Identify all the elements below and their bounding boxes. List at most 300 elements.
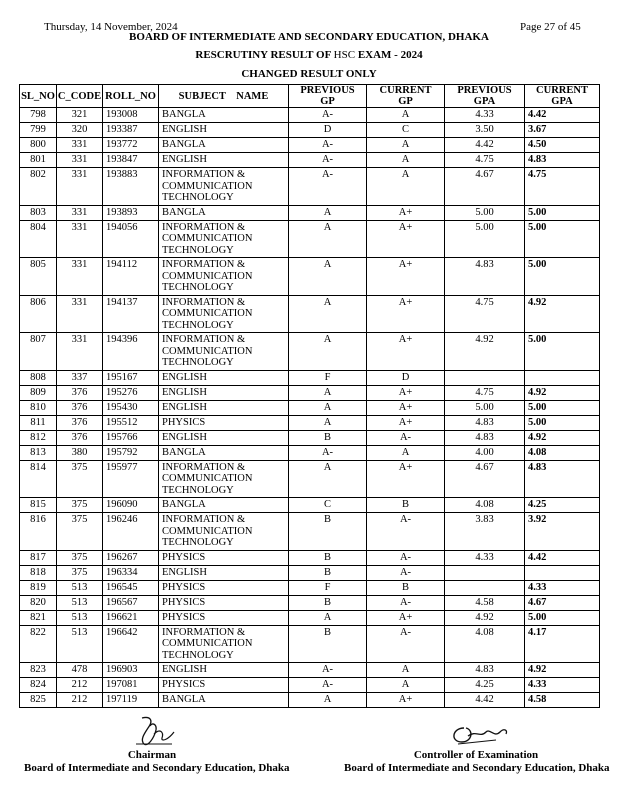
cell-sl: 805 — [20, 258, 57, 296]
cell-roll: 193008 — [103, 108, 159, 123]
cell-sl: 802 — [20, 168, 57, 206]
cell-sl: 811 — [20, 415, 57, 430]
cell-prev-gpa: 5.00 — [445, 205, 525, 220]
cell-subject — [159, 498, 289, 513]
subject-line: COMMUNICATION — [162, 180, 253, 192]
cell-roll: 195167 — [103, 370, 159, 385]
subject-line: COMMUNICATION — [162, 233, 253, 244]
cell-subject — [159, 333, 289, 371]
cell-ccode: 321 — [57, 108, 103, 123]
subject-line: BANGLA — [162, 206, 206, 218]
cell-prev-gpa — [445, 370, 525, 385]
cell-prev-gp: A — [289, 258, 367, 296]
cell-ccode: 478 — [57, 663, 103, 678]
cell-subject — [159, 370, 289, 385]
chairman-signature — [128, 714, 184, 750]
subject-line: BANGLA — [162, 139, 206, 150]
cell-ccode: 375 — [57, 565, 103, 580]
cell-sl: 800 — [20, 138, 57, 153]
subject-line: INFORMATION & — [162, 334, 246, 345]
cell-cur-gp: A — [367, 678, 445, 693]
cell-prev-gpa — [445, 580, 525, 595]
cell-prev-gp: B — [289, 565, 367, 580]
cell-subject — [159, 625, 289, 663]
cell-subject — [159, 565, 289, 580]
cell-prev-gpa: 4.25 — [445, 678, 525, 693]
controller-title: Controller of Examination — [413, 749, 539, 761]
subject-line: TECHNOLOGY — [162, 649, 234, 661]
exam-title-level: HSC — [333, 49, 356, 61]
cell-subject — [159, 610, 289, 625]
subject-line: INFORMATION & — [162, 461, 246, 473]
cell-roll: 196090 — [103, 498, 159, 513]
cell-roll: 193772 — [103, 138, 159, 153]
cell-prev-gpa: 4.33 — [445, 108, 525, 123]
cell-cur-gpa: 5.00 — [525, 415, 600, 430]
table-row — [20, 295, 600, 333]
cell-ccode: 320 — [57, 123, 103, 138]
cell-sl: 806 — [20, 295, 57, 333]
cell-prev-gpa: 4.33 — [445, 550, 525, 565]
subject-line: COMMUNICATION — [162, 308, 253, 319]
cell-prev-gpa: 4.92 — [445, 333, 525, 371]
cell-prev-gpa: 3.83 — [445, 513, 525, 551]
table-row — [20, 678, 600, 693]
cell-prev-gp: A — [289, 610, 367, 625]
subject-line: INFORMATION & — [162, 514, 246, 525]
table-row — [20, 513, 600, 551]
subject-line: TECHNOLOGY — [162, 484, 234, 496]
cell-cur-gpa: 4.33 — [525, 580, 600, 595]
cell-sl: 825 — [20, 693, 57, 708]
subject-line: ENGLISH — [162, 371, 207, 383]
subject-line: ENGLISH — [162, 154, 207, 165]
col-header-cur-gpa-line2: GPA — [551, 96, 573, 107]
cell-cur-gpa: 4.08 — [525, 445, 600, 460]
subject-line: TECHNOLOGY — [162, 537, 234, 548]
col-header-cur-gp — [367, 85, 445, 108]
chairman-organization: Board of Intermediate and Secondary Education, Dhaka — [24, 762, 290, 774]
cell-cur-gpa: 4.92 — [525, 295, 600, 333]
cell-cur-gpa: 4.42 — [525, 550, 600, 565]
table-row — [20, 580, 600, 595]
table-row — [20, 430, 600, 445]
cell-prev-gp: A- — [289, 168, 367, 206]
cell-prev-gpa: 4.42 — [445, 138, 525, 153]
subject-line: PHYSICS — [162, 596, 206, 608]
cell-roll: 193893 — [103, 205, 159, 220]
table-row — [20, 693, 600, 708]
cell-prev-gp: A — [289, 220, 367, 258]
cell-roll: 195977 — [103, 460, 159, 498]
cell-ccode: 380 — [57, 445, 103, 460]
exam-title-prefix: RESCRUTINY RESULT OF — [195, 49, 334, 61]
chairman-title: Chairman — [127, 749, 177, 761]
cell-roll: 197119 — [103, 693, 159, 708]
cell-prev-gpa: 4.00 — [445, 445, 525, 460]
cell-ccode: 331 — [57, 295, 103, 333]
cell-prev-gpa — [445, 565, 525, 580]
cell-sl: 799 — [20, 123, 57, 138]
cell-ccode: 513 — [57, 610, 103, 625]
cell-cur-gp: A- — [367, 430, 445, 445]
cell-sl: 808 — [20, 370, 57, 385]
cell-roll: 195276 — [103, 385, 159, 400]
cell-cur-gpa: 5.00 — [525, 400, 600, 415]
table-row — [20, 205, 600, 220]
cell-ccode: 513 — [57, 580, 103, 595]
cell-roll: 193847 — [103, 153, 159, 168]
cell-sl: 812 — [20, 430, 57, 445]
cell-cur-gp: A — [367, 168, 445, 206]
table-row — [20, 498, 600, 513]
exam-title — [0, 49, 618, 61]
cell-prev-gp: C — [289, 498, 367, 513]
table-row — [20, 258, 600, 296]
table-row — [20, 370, 600, 385]
table-row — [20, 168, 600, 206]
cell-prev-gp: A — [289, 415, 367, 430]
cell-subject — [159, 168, 289, 206]
cell-cur-gpa: 4.67 — [525, 595, 600, 610]
cell-ccode: 212 — [57, 678, 103, 693]
cell-prev-gp: A — [289, 693, 367, 708]
cell-cur-gp: A — [367, 153, 445, 168]
cell-roll: 195512 — [103, 415, 159, 430]
subject-line: PHYSICS — [162, 611, 206, 623]
col-header-ccode: C_CODE — [57, 85, 103, 108]
cell-subject — [159, 108, 289, 123]
subject-line: ENGLISH — [162, 566, 207, 578]
cell-cur-gpa: 5.00 — [525, 220, 600, 258]
subject-line: BANGLA — [162, 499, 206, 510]
cell-prev-gpa: 5.00 — [445, 220, 525, 258]
cell-prev-gpa: 4.83 — [445, 415, 525, 430]
cell-subject — [159, 595, 289, 610]
table-row — [20, 550, 600, 565]
cell-ccode: 212 — [57, 693, 103, 708]
cell-cur-gpa: 5.00 — [525, 258, 600, 296]
cell-prev-gp: B — [289, 625, 367, 663]
cell-subject — [159, 400, 289, 415]
cell-sl: 823 — [20, 663, 57, 678]
cell-prev-gpa: 4.42 — [445, 693, 525, 708]
cell-cur-gpa: 4.58 — [525, 693, 600, 708]
cell-subject — [159, 663, 289, 678]
cell-ccode: 331 — [57, 220, 103, 258]
col-header-cur-gp-line2: GP — [398, 96, 413, 107]
cell-sl: 822 — [20, 625, 57, 663]
cell-roll: 195766 — [103, 430, 159, 445]
cell-subject — [159, 220, 289, 258]
cell-cur-gpa: 3.67 — [525, 123, 600, 138]
cell-ccode: 513 — [57, 595, 103, 610]
cell-roll: 194396 — [103, 333, 159, 371]
col-header-cur-gpa — [525, 85, 600, 108]
cell-ccode: 331 — [57, 205, 103, 220]
table-row — [20, 610, 600, 625]
cell-subject — [159, 415, 289, 430]
cell-prev-gp: F — [289, 370, 367, 385]
cell-subject — [159, 550, 289, 565]
cell-prev-gp: B — [289, 595, 367, 610]
cell-sl: 814 — [20, 460, 57, 498]
col-header-roll: ROLL_NO — [103, 85, 159, 108]
cell-cur-gp: A- — [367, 513, 445, 551]
cell-sl: 821 — [20, 610, 57, 625]
cell-prev-gp: A — [289, 400, 367, 415]
subject-line: BANGLA — [162, 446, 206, 458]
subject-line: COMMUNICATION — [162, 525, 253, 537]
subject-line: TECHNOLOGY — [162, 192, 234, 203]
cell-prev-gp: F — [289, 580, 367, 595]
cell-prev-gp: B — [289, 513, 367, 551]
cell-cur-gp: A — [367, 108, 445, 123]
subject-line: PHYSICS — [162, 679, 206, 690]
col-header-subject-text: SUBJECT NAME — [178, 90, 269, 102]
cell-roll: 197081 — [103, 678, 159, 693]
cell-sl: 815 — [20, 498, 57, 513]
subject-line: COMMUNICATION — [162, 345, 253, 357]
result-table — [19, 84, 600, 708]
cell-subject — [159, 385, 289, 400]
cell-ccode: 376 — [57, 430, 103, 445]
cell-cur-gp: A+ — [367, 258, 445, 296]
cell-ccode: 375 — [57, 513, 103, 551]
cell-cur-gpa: 4.92 — [525, 430, 600, 445]
cell-sl: 804 — [20, 220, 57, 258]
cell-roll: 195430 — [103, 400, 159, 415]
col-header-sl: SL_NO — [20, 85, 57, 108]
subject-line: ENGLISH — [162, 401, 207, 413]
cell-roll: 193883 — [103, 168, 159, 206]
exam-title-suffix: EXAM - 2024 — [355, 49, 423, 61]
cell-roll: 196642 — [103, 625, 159, 663]
cell-cur-gp: A+ — [367, 400, 445, 415]
subject-line: PHYSICS — [162, 416, 206, 428]
subject-line: PHYSICS — [162, 551, 206, 563]
cell-sl: 813 — [20, 445, 57, 460]
cell-sl: 817 — [20, 550, 57, 565]
subject-line: COMMUNICATION — [162, 473, 253, 484]
cell-roll: 194112 — [103, 258, 159, 296]
subject-line: TECHNOLOGY — [162, 319, 234, 331]
cell-sl: 803 — [20, 205, 57, 220]
cell-cur-gp: A- — [367, 550, 445, 565]
col-header-prev-gpa — [445, 85, 525, 108]
table-row — [20, 595, 600, 610]
cell-sl: 810 — [20, 400, 57, 415]
cell-prev-gpa: 3.50 — [445, 123, 525, 138]
cell-prev-gpa: 4.83 — [445, 430, 525, 445]
cell-roll: 194056 — [103, 220, 159, 258]
cell-sl: 807 — [20, 333, 57, 371]
subject-line: ENGLISH — [162, 124, 207, 135]
controller-organization: Board of Intermediate and Secondary Education, Dhaka — [344, 762, 610, 774]
report-subtitle: CHANGED RESULT ONLY — [241, 68, 377, 80]
cell-roll: 196267 — [103, 550, 159, 565]
cell-sl: 820 — [20, 595, 57, 610]
cell-cur-gp: A+ — [367, 385, 445, 400]
cell-cur-gp: A+ — [367, 220, 445, 258]
cell-prev-gpa: 4.83 — [445, 663, 525, 678]
table-row — [20, 385, 600, 400]
cell-roll: 193387 — [103, 123, 159, 138]
table-row — [20, 565, 600, 580]
cell-roll: 195792 — [103, 445, 159, 460]
cell-ccode: 331 — [57, 258, 103, 296]
cell-ccode: 337 — [57, 370, 103, 385]
cell-cur-gpa: 4.33 — [525, 678, 600, 693]
cell-cur-gpa: 5.00 — [525, 333, 600, 371]
cell-prev-gpa: 4.75 — [445, 153, 525, 168]
cell-cur-gp: A+ — [367, 415, 445, 430]
table-row — [20, 138, 600, 153]
cell-cur-gp: A+ — [367, 205, 445, 220]
cell-ccode: 331 — [57, 138, 103, 153]
cell-prev-gpa: 4.92 — [445, 610, 525, 625]
cell-cur-gpa: 4.83 — [525, 460, 600, 498]
cell-cur-gp: D — [367, 370, 445, 385]
cell-ccode: 376 — [57, 400, 103, 415]
col-header-prev-gp-line2: GP — [320, 96, 335, 107]
cell-cur-gpa: 5.00 — [525, 610, 600, 625]
cell-ccode: 375 — [57, 460, 103, 498]
cell-cur-gp: A+ — [367, 333, 445, 371]
subject-line: INFORMATION & — [162, 221, 246, 233]
cell-cur-gpa: 4.75 — [525, 168, 600, 206]
table-row — [20, 460, 600, 498]
cell-subject — [159, 295, 289, 333]
cell-subject — [159, 205, 289, 220]
col-header-prev-gp-line1: PREVIOUS — [300, 85, 355, 96]
cell-roll: 196567 — [103, 595, 159, 610]
cell-sl: 816 — [20, 513, 57, 551]
cell-prev-gp: A- — [289, 138, 367, 153]
col-header-cur-gpa-line1: CURRENT — [536, 85, 588, 96]
cell-cur-gpa: 4.83 — [525, 153, 600, 168]
cell-prev-gp: A- — [289, 153, 367, 168]
cell-sl: 818 — [20, 565, 57, 580]
page-number: Page 27 of 45 — [520, 21, 581, 33]
cell-ccode: 331 — [57, 168, 103, 206]
cell-prev-gpa: 4.67 — [445, 460, 525, 498]
table-row — [20, 415, 600, 430]
cell-cur-gpa — [525, 565, 600, 580]
cell-prev-gp: B — [289, 550, 367, 565]
table-row — [20, 400, 600, 415]
cell-prev-gp: A- — [289, 445, 367, 460]
cell-cur-gpa: 4.25 — [525, 498, 600, 513]
subject-line: INFORMATION & — [162, 169, 246, 180]
cell-sl: 809 — [20, 385, 57, 400]
cell-prev-gp: A- — [289, 108, 367, 123]
subject-line: INFORMATION & — [162, 259, 246, 270]
subject-line: TECHNOLOGY — [162, 244, 234, 256]
cell-prev-gpa: 4.75 — [445, 295, 525, 333]
cell-prev-gp: A- — [289, 678, 367, 693]
cell-subject — [159, 123, 289, 138]
cell-cur-gp: B — [367, 498, 445, 513]
cell-ccode: 331 — [57, 333, 103, 371]
subject-line: TECHNOLOGY — [162, 282, 234, 293]
cell-prev-gp: B — [289, 430, 367, 445]
subject-line: BANGLA — [162, 109, 206, 120]
cell-cur-gp: A+ — [367, 460, 445, 498]
cell-cur-gp: A — [367, 445, 445, 460]
cell-prev-gpa: 4.08 — [445, 625, 525, 663]
table-row — [20, 108, 600, 123]
cell-cur-gp: A- — [367, 565, 445, 580]
cell-roll: 196903 — [103, 663, 159, 678]
report-date: Thursday, 14 November, 2024 — [44, 21, 178, 33]
cell-ccode: 375 — [57, 498, 103, 513]
col-header-cur-gp-line1: CURRENT — [379, 85, 432, 96]
cell-roll: 196334 — [103, 565, 159, 580]
cell-prev-gpa: 4.83 — [445, 258, 525, 296]
cell-prev-gpa: 4.08 — [445, 498, 525, 513]
subject-line: INFORMATION & — [162, 296, 246, 308]
board-title: BOARD OF INTERMEDIATE AND SECONDARY EDUCATION, DHAKA — [129, 31, 489, 43]
cell-cur-gp: A+ — [367, 295, 445, 333]
cell-cur-gp: B — [367, 580, 445, 595]
cell-prev-gpa: 4.75 — [445, 385, 525, 400]
subject-line: ENGLISH — [162, 431, 207, 443]
cell-cur-gp: A — [367, 138, 445, 153]
table-row — [20, 663, 600, 678]
cell-prev-gpa: 4.58 — [445, 595, 525, 610]
cell-prev-gp: A — [289, 333, 367, 371]
cell-subject — [159, 678, 289, 693]
subject-line: BANGLA — [162, 694, 206, 705]
table-row — [20, 153, 600, 168]
cell-cur-gp: A+ — [367, 610, 445, 625]
cell-prev-gpa: 5.00 — [445, 400, 525, 415]
subject-line: TECHNOLOGY — [162, 357, 234, 368]
cell-roll: 196246 — [103, 513, 159, 551]
cell-cur-gpa: 4.92 — [525, 385, 600, 400]
cell-cur-gpa: 4.92 — [525, 663, 600, 678]
col-header-prev-gpa-line1: PREVIOUS — [457, 85, 512, 96]
cell-ccode: 513 — [57, 625, 103, 663]
col-header-prev-gp — [289, 85, 367, 108]
result-table-body — [20, 108, 600, 708]
cell-subject — [159, 580, 289, 595]
table-header-row — [20, 85, 600, 108]
subject-line: ENGLISH — [162, 664, 207, 675]
cell-cur-gpa — [525, 370, 600, 385]
cell-cur-gp: A — [367, 663, 445, 678]
cell-prev-gp: A- — [289, 663, 367, 678]
cell-subject — [159, 430, 289, 445]
cell-subject — [159, 138, 289, 153]
cell-ccode: 376 — [57, 415, 103, 430]
cell-cur-gp: A- — [367, 625, 445, 663]
col-header-prev-gpa-line2: GPA — [473, 96, 496, 107]
cell-cur-gp: A- — [367, 595, 445, 610]
table-row — [20, 333, 600, 371]
cell-ccode: 376 — [57, 385, 103, 400]
cell-cur-gp: A+ — [367, 693, 445, 708]
table-row — [20, 123, 600, 138]
col-header-subject — [159, 85, 289, 108]
cell-roll: 196621 — [103, 610, 159, 625]
subject-line: ENGLISH — [162, 386, 207, 398]
cell-subject — [159, 258, 289, 296]
cell-subject — [159, 460, 289, 498]
subject-line: PHYSICS — [162, 581, 206, 593]
cell-sl: 824 — [20, 678, 57, 693]
